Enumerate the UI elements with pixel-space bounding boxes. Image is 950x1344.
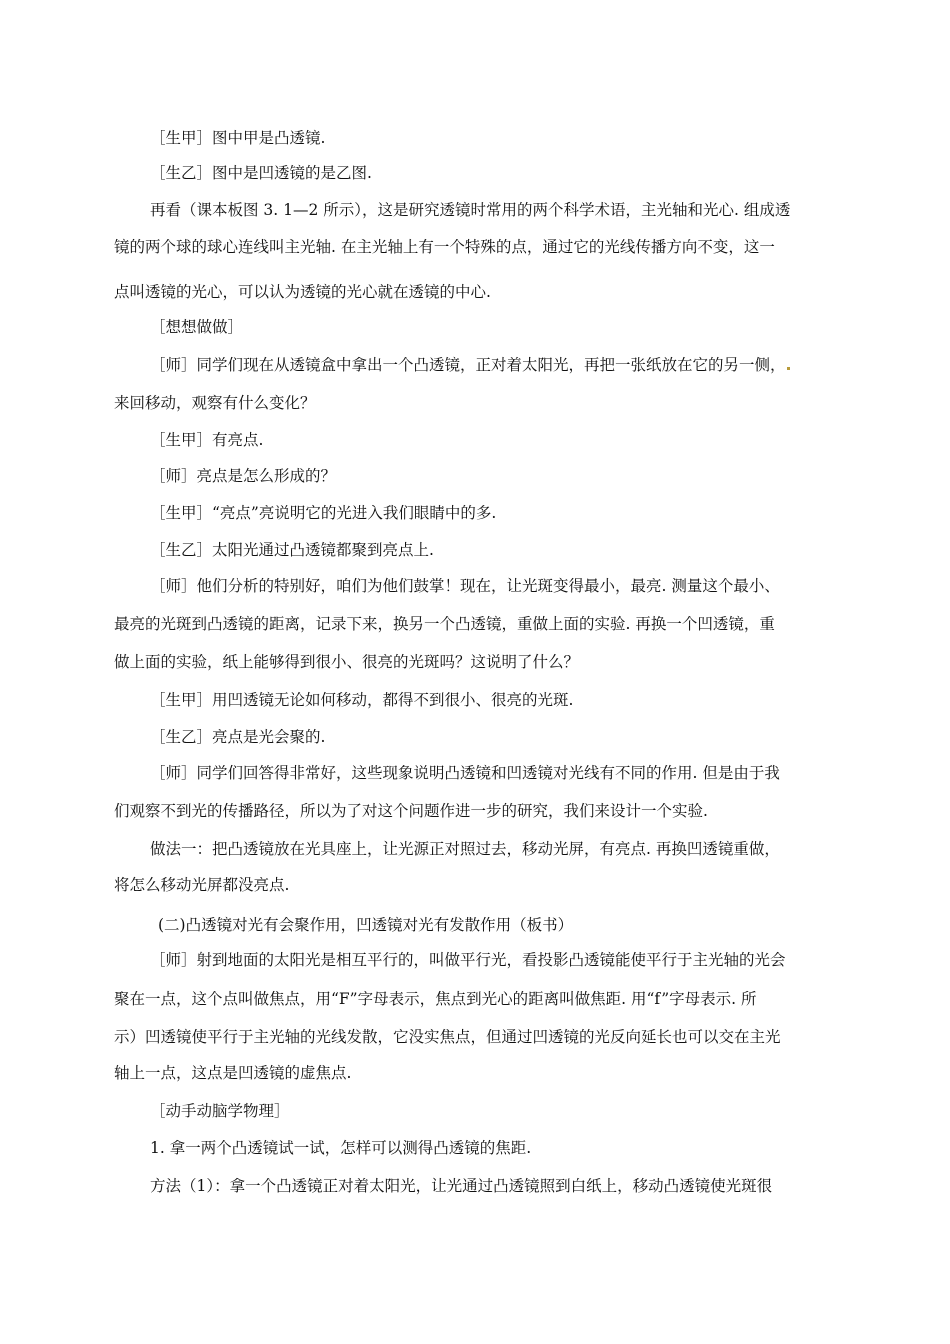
- paragraph-line: [150, 1101, 290, 1121]
- line-text: 方法（1）：拿一个凸透镜正对着太阳光，让光通过凸透镜照到白纸上，移动凸透镜使光斑很: [150, 1177, 773, 1195]
- paragraph-line: [114, 237, 775, 257]
- line-text: 镜的两个球的球心连线叫主光轴. 在主光轴上有一个特殊的点，通过它的光线传播方向不变，这一: [114, 238, 775, 256]
- paragraph-line: [150, 466, 336, 486]
- paragraph-line: [114, 1027, 781, 1047]
- line-text: ［师］他们分析的特别好，咱们为他们鼓掌！现在，让光斑变得最小，最亮. 测量这个最小、: [150, 577, 780, 595]
- line-text: ［想想做做］: [150, 318, 244, 336]
- paragraph-line: [150, 690, 573, 710]
- paragraph-line: [150, 1138, 531, 1158]
- paragraph-line: [150, 317, 243, 337]
- line-text: ［师］射到地面的太阳光是相互平行的，叫做平行光，看投影凸透镜能使平行于主光轴的光会: [150, 951, 786, 969]
- line-text: 将怎么移动光屏都没亮点.: [114, 876, 290, 894]
- paragraph-line: [114, 989, 757, 1009]
- line-text: 1. 拿一两个凸透镜试一试，怎样可以测得凸透镜的焦距.: [150, 1139, 532, 1157]
- paragraph-line: [114, 875, 289, 895]
- paragraph-line: [150, 163, 372, 183]
- paragraph-line: [150, 1176, 772, 1196]
- line-text: ［生甲］“亮点”亮说明它的光进入我们眼睛中的多.: [150, 504, 497, 522]
- line-text: ［生乙］图中是凹透镜的是乙图.: [150, 164, 372, 182]
- paragraph-line: [114, 282, 491, 302]
- line-text: ［师］同学们回答得非常好，这些现象说明凸透镜和凹透镜对光线有不同的作用. 但是由于我: [150, 764, 780, 782]
- line-text: 做法一：把凸透镜放在光具座上，让光源正对照过去，移动光屏，有亮点. 再换凹透镜重做，: [150, 840, 780, 858]
- paragraph-line: [150, 503, 496, 523]
- line-text: ［生甲］有亮点.: [150, 431, 264, 449]
- line-text: 示）凹透镜使平行于主光轴的光线发散，它没实焦点，但通过凹透镜的光反向延长也可以交在主光: [114, 1028, 781, 1046]
- paragraph-line: [114, 614, 775, 634]
- line-text: ［师］亮点是怎么形成的？: [150, 467, 337, 485]
- line-text: 们观察不到光的传播路径，所以为了对这个问题作进一步的研究，我们来设计一个实验.: [114, 802, 708, 820]
- line-text: ［生乙］太阳光通过凸透镜都聚到亮点上.: [150, 541, 434, 559]
- line-text: 最亮的光斑到凸透镜的距离，记录下来，换另一个凸透镜，重做上面的实验. 再换一个凹透镜，重: [114, 615, 775, 633]
- line-text: 做上面的实验，纸上能够得到很小、很亮的光斑吗？这说明了什么？: [114, 653, 580, 671]
- paragraph-line: [114, 393, 316, 413]
- line-text: 聚在一点，这个点叫做焦点，用“F”字母表示，焦点到光心的距离叫做焦距. 用“f”字母表示. 所: [114, 990, 757, 1008]
- line-text: 再看（课本板图 3. 1—2 所示），这是研究透镜时常用的两个科学术语，主光轴和光心. 组成透: [150, 201, 791, 219]
- paragraph-line: [150, 128, 325, 148]
- line-text: ［生甲］用凹透镜无论如何移动，都得不到很小、很亮的光斑.: [150, 691, 574, 709]
- paragraph-line: [150, 950, 786, 970]
- paragraph-line: [150, 355, 790, 375]
- paragraph-line: [150, 763, 780, 783]
- line-text: 轴上一点，这点是凹透镜的虚焦点.: [114, 1064, 352, 1082]
- paragraph-line: [150, 430, 263, 450]
- paragraph-line: [150, 576, 780, 596]
- paragraph-line: [150, 727, 325, 747]
- line-text: ［生乙］亮点是光会聚的.: [150, 728, 326, 746]
- section-heading: [158, 915, 573, 935]
- highlight-mark: [787, 367, 790, 370]
- paragraph-line: [150, 540, 434, 560]
- line-text: ［生甲］图中甲是凸透镜.: [150, 129, 326, 147]
- line-text: ［动手动脑学物理］: [150, 1102, 290, 1120]
- paragraph-line: [114, 652, 579, 672]
- paragraph-line: [150, 200, 790, 220]
- paragraph-line: [114, 801, 708, 821]
- line-text: ［师］同学们现在从透镜盒中拿出一个凸透镜，正对着太阳光，再把一张纸放在它的另一侧，: [150, 356, 786, 374]
- paragraph-line: [150, 839, 780, 859]
- paragraph-line: [114, 1063, 351, 1083]
- line-text: 来回移动，观察有什么变化？: [114, 394, 316, 412]
- line-text: 点叫透镜的光心，可以认为透镜的光心就在透镜的中心.: [114, 283, 491, 301]
- line-text: (二)凸透镜对光有会聚作用，凹透镜对光有发散作用（板书）: [158, 916, 574, 934]
